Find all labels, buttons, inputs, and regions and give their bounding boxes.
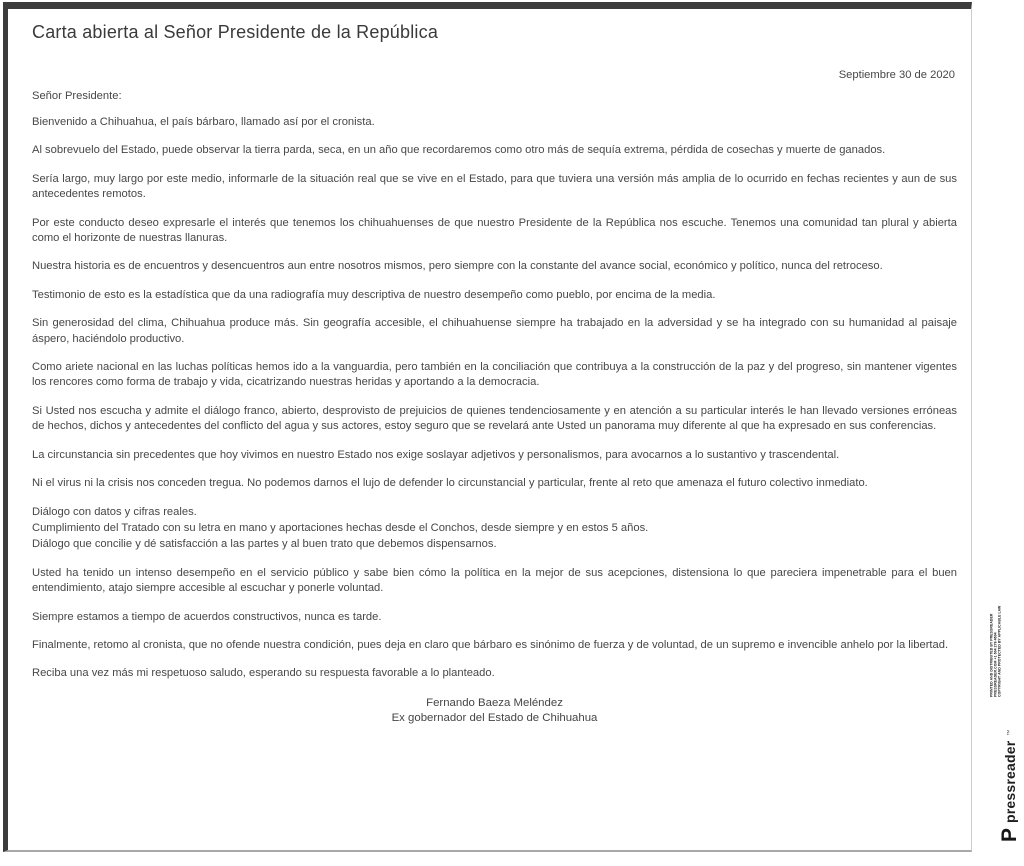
page-title: Carta abierta al Señor Presidente de la República: [32, 22, 439, 42]
pressreader-p-icon: P: [998, 827, 1021, 842]
letter-paragraph: Bienvenido a Chihuahua, el país bárbaro, llamado así por el cronista.: [32, 116, 375, 128]
pressreader-watermark-strip: [973, 0, 1024, 866]
letter-paragraph: Sería largo, muy largo por este medio, informarle de la situación real que se vive en el Estado, para que tuviera una versión más amplia de lo ocurrido en fechas recientes y aun de sus antecedentes remotos.: [32, 172, 957, 201]
pressreader-brand-text: pressreader: [1001, 740, 1018, 823]
fine-print-line: PRESSREADER.COM +1 604 278 4604: [994, 632, 998, 697]
letter-paragraph: Reciba una vez más mi respetuoso saludo, esperando su respuesta favorable a lo planteado.: [32, 667, 495, 680]
pressreader-logo: [999, 730, 1020, 842]
letter-paragraph: Siempre estamos a tiempo de acuerdos constructivos, nunca es tarde.: [32, 610, 382, 623]
letter-frame: [3, 2, 972, 852]
letter-paragraph: Diálogo con datos y cifras reales.: [32, 505, 197, 518]
letter-paragraph: Testimonio de esto es la estadística que da una radiografía muy descriptiva de nuestro desempeño como pueblo, por encima de la media.: [32, 288, 716, 301]
letter-paragraph: Finalmente, retomo al cronista, que no ofende nuestra condición, pues deja en claro que bárbaro es sinónimo de fuerza y de voluntad, de un supremo e invencible anhelo por la libertad.: [32, 638, 949, 651]
fine-print-line: COPYRIGHT AND PROTECTED BY APPLICABLE LAW: [998, 605, 1002, 697]
letter-date: Septiembre 30 de 2020: [838, 69, 955, 81]
signature-block: [32, 696, 957, 727]
pressreader-fine-print: [990, 605, 1002, 697]
signature-role: Ex gobernador del Estado de Chihuahua: [391, 712, 598, 725]
letter-paragraph: Cumplimiento del Tratado con su letra en mano y aportaciones hechas desde el Conchos, desde siempre y en estos 5 años.: [32, 521, 649, 534]
signature-name: Fernando Baeza Meléndez: [426, 696, 563, 709]
letter-paragraph: Como ariete nacional en las luchas políticas hemos ido a la vanguardia, pero también en la conciliación que contribuya a la construcción de la paz y del progreso, sin mantener vigentes los rencores como forma de trabajo y vida, cicatrizando nuestras heridas y aportando a la democracia.: [32, 361, 957, 389]
letter-paragraph: Usted ha tenido un intenso desempeño en el servicio público y sabe bien cómo la política en la mejor de sus acepciones, distensiona lo que pareciera impenetrable para el buen entendimiento, atajo siempre accesible al escuchar y ponerle voluntad.: [32, 566, 957, 595]
letter-paragraph: Nuestra historia es de encuentros y desencuentros aun entre nosotros mismos, pero siempre con la constante del avance social, económico y político, nunca del retroceso.: [32, 260, 883, 273]
letter-salutation: Señor Presidente:: [32, 90, 122, 102]
letter-paragraph: Sin generosidad del clima, Chihuahua produce más. Sin geografía accesible, el chihuahuense siempre ha trabajado en la adversidad y se ha integrado con su humanidad al paisaje áspero, haciéndolo productivo.: [32, 317, 957, 345]
letter-paragraph: Ni el virus ni la crisis nos conceden tregua. No podemos darnos el lujo de defender lo circunstancial y particular, frente al reto que amenaza el futuro colectivo inmediato.: [32, 477, 868, 490]
letter-paragraph: Al sobrevuelo del Estado, puede observar la tierra parda, seca, en un año que recordaremos como otro más de sequía extrema, pérdida de cosechas y muerte de ganados.: [32, 144, 886, 157]
fine-print-line: PRINTED AND DISTRIBUTED BY PRESSREADER: [990, 613, 994, 697]
letter-paragraph: Diálogo que concilie y dé satisfacción a las partes y al buen trato que debemos dispensarnos.: [32, 538, 497, 551]
letter-paragraph: La circunstancia sin precedentes que hoy vivimos en nuestro Estado nos exige soslayar adjetivos y personalismos, para avocarnos a lo sustantivo y trascendental.: [32, 448, 840, 461]
letter-paragraph: Si Usted nos escucha y admite el diálogo franco, abierto, desprovisto de prejuicios de quienes tendenciosamente y en atención a su particular interés le han llevado versiones erróneas de hechos, dichos y antecedentes del conflicto del agua y sus actores, estoy seguro que se revelará ante Usted un panorama muy diferente al que ha expresado en sus conferencias.: [32, 404, 957, 433]
letter-paragraph: Por este conducto deseo expresarle el interés que tenemos los chihuahuenses de que nuestro Presidente de la República nos escuche. Tenemos una comunidad tan plural y abierta como el horizonte de nuestras llanuras.: [32, 216, 957, 245]
trademark-mark: ™: [1006, 729, 1013, 736]
